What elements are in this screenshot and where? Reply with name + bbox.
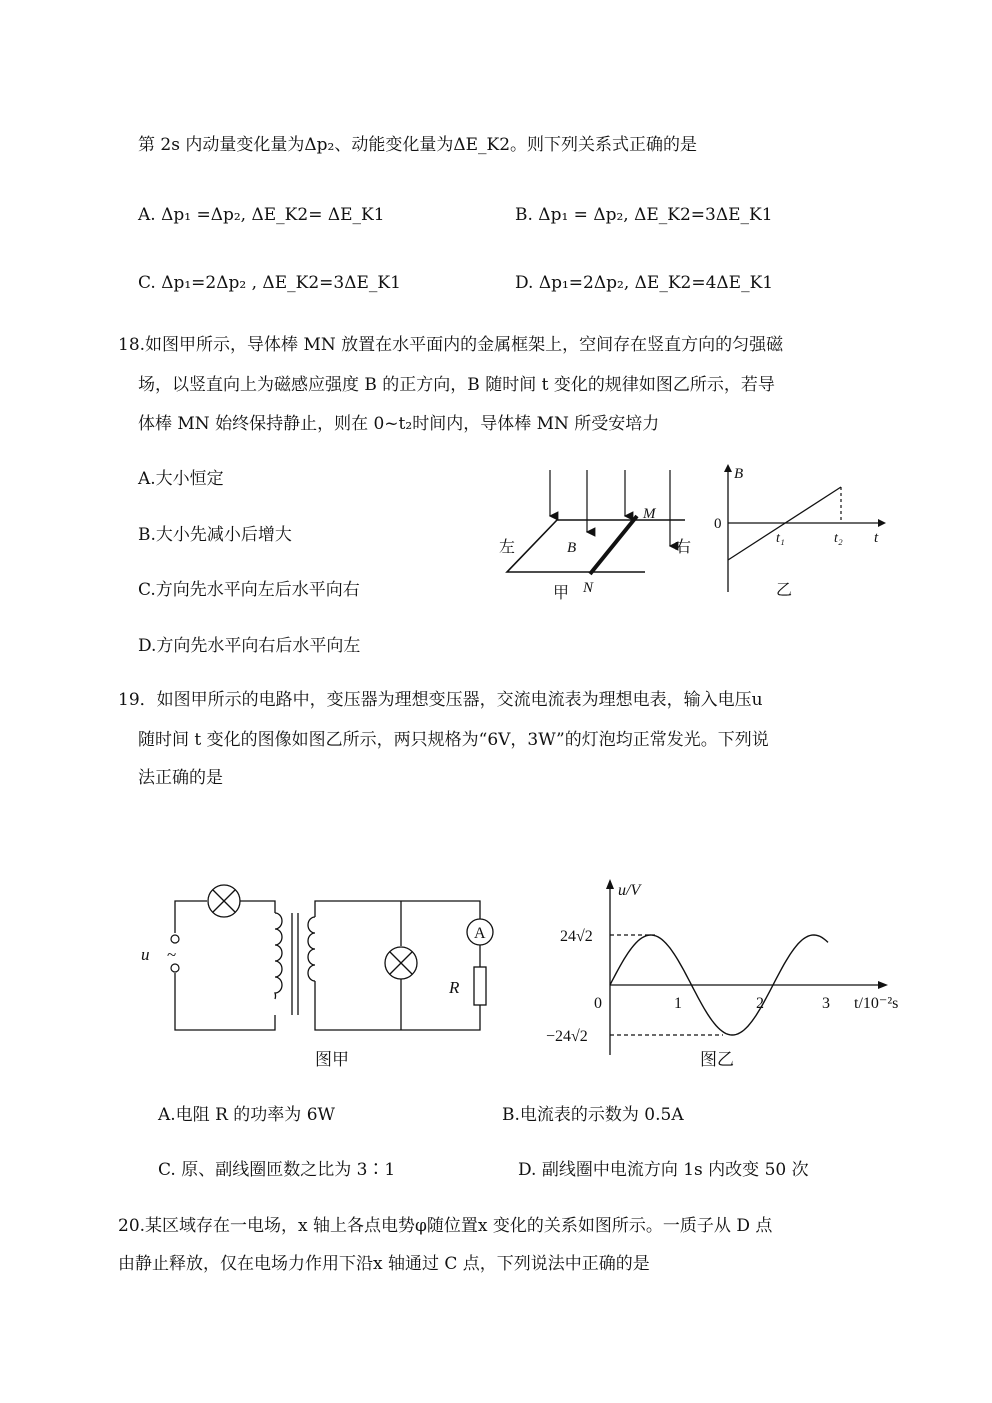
label-left: 左 (499, 539, 516, 556)
q19-line-3: 法正确的是 (138, 768, 223, 788)
label-n: N (583, 580, 594, 596)
q17-option-c: C. Δp₁=2Δp₂ , ΔE_K2=3ΔE_K1 (138, 273, 401, 293)
label-t-axis: t (874, 530, 879, 546)
label-t1: t₁ (776, 531, 785, 546)
q19-option-c: C. 原、副线圈匝数之比为 3∶1 (158, 1160, 396, 1180)
q18-option-d: D.方向先水平向右后水平向左 (138, 636, 361, 656)
q20-line-1: 20.某区域存在一电场，x 轴上各点电势φ随位置x 变化的关系如图所示。一质子从 D 点 (118, 1216, 773, 1236)
caption-yi: 乙 (776, 582, 793, 599)
label-ammeter: A (474, 925, 486, 942)
q18-line-1: 18.如图甲所示，导体棒 MN 放置在水平面内的金属框架上，空间存在竖直方向的匀强磁 (118, 335, 784, 355)
label-u: u (141, 945, 150, 964)
label-zero: 0 (594, 995, 602, 1012)
label-peak: 24√2 (560, 928, 593, 945)
label-r: R (449, 978, 460, 997)
label-m: M (643, 506, 656, 522)
q18-option-c: C.方向先水平向左后水平向右 (138, 580, 360, 600)
label-b-axis: B (734, 466, 744, 482)
tick-2: 2 (756, 995, 764, 1012)
q18-option-a: A.大小恒定 (138, 469, 224, 489)
q19-option-a: A.电阻 R 的功率为 6W (158, 1105, 335, 1125)
figure-waveform (546, 875, 900, 1075)
caption-tu-jia: 图甲 (315, 1050, 349, 1069)
q20-line-2: 由静止释放，仅在电场力作用下沿x 轴通过 C 点，下列说法中正确的是 (118, 1254, 650, 1274)
label-t-axis: t/10⁻²s (854, 995, 899, 1012)
caption-tu-yi: 图乙 (700, 1050, 734, 1069)
label-t2: t₂ (834, 531, 843, 546)
figure-jia-rails (495, 470, 695, 600)
q19-line-2: 随时间 t 变化的图像如图乙所示，两只规格为“6V，3W”的灯泡均正常发光。下列说 (138, 730, 769, 750)
label-tilde: ~ (167, 945, 177, 964)
q18-line-3: 体棒 MN 始终保持静止，则在 0~t₂时间内，导体棒 MN 所受安培力 (138, 414, 660, 434)
label-b: B (567, 540, 577, 556)
tick-3: 3 (822, 995, 830, 1012)
label-right: 右 (675, 539, 692, 556)
q17-option-d: D. Δp₁=2Δp₂, ΔE_K2=4ΔE_K1 (515, 273, 774, 293)
label-u-axis: u/V (618, 882, 641, 899)
q19-option-b: B.电流表的示数为 0.5A (502, 1105, 684, 1125)
q18-option-b: B.大小先减小后增大 (138, 525, 292, 545)
q19-line-1: 19．如图甲所示的电路中，变压器为理想变压器，交流电流表为理想电表，输入电压u (118, 690, 763, 710)
q18-line-2: 场，以竖直向上为磁感应强度 B 的正方向，B 随时间 t 变化的规律如图乙所示，若导 (138, 375, 775, 395)
resistor-r (474, 967, 486, 1005)
label-zero: 0 (714, 516, 722, 532)
q17-option-b: B. Δp₁ = Δp₂, ΔE_K2=3ΔE_K1 (515, 205, 773, 225)
q17-stem: 第 2s 内动量变化量为Δp₂、动能变化量为ΔE_K2。则下列关系式正确的是 (138, 135, 698, 155)
q17-option-a: A. Δp₁ =Δp₂, ΔE_K2= ΔE_K1 (138, 205, 385, 225)
figure-yi-bt-graph (712, 462, 892, 597)
tick-1: 1 (674, 995, 682, 1012)
figure-circuit (135, 875, 495, 1075)
q19-option-d: D. 副线圈中电流方向 1s 内改变 50 次 (518, 1160, 809, 1180)
caption-jia: 甲 (553, 585, 570, 602)
label-trough: −24√2 (546, 1028, 588, 1045)
